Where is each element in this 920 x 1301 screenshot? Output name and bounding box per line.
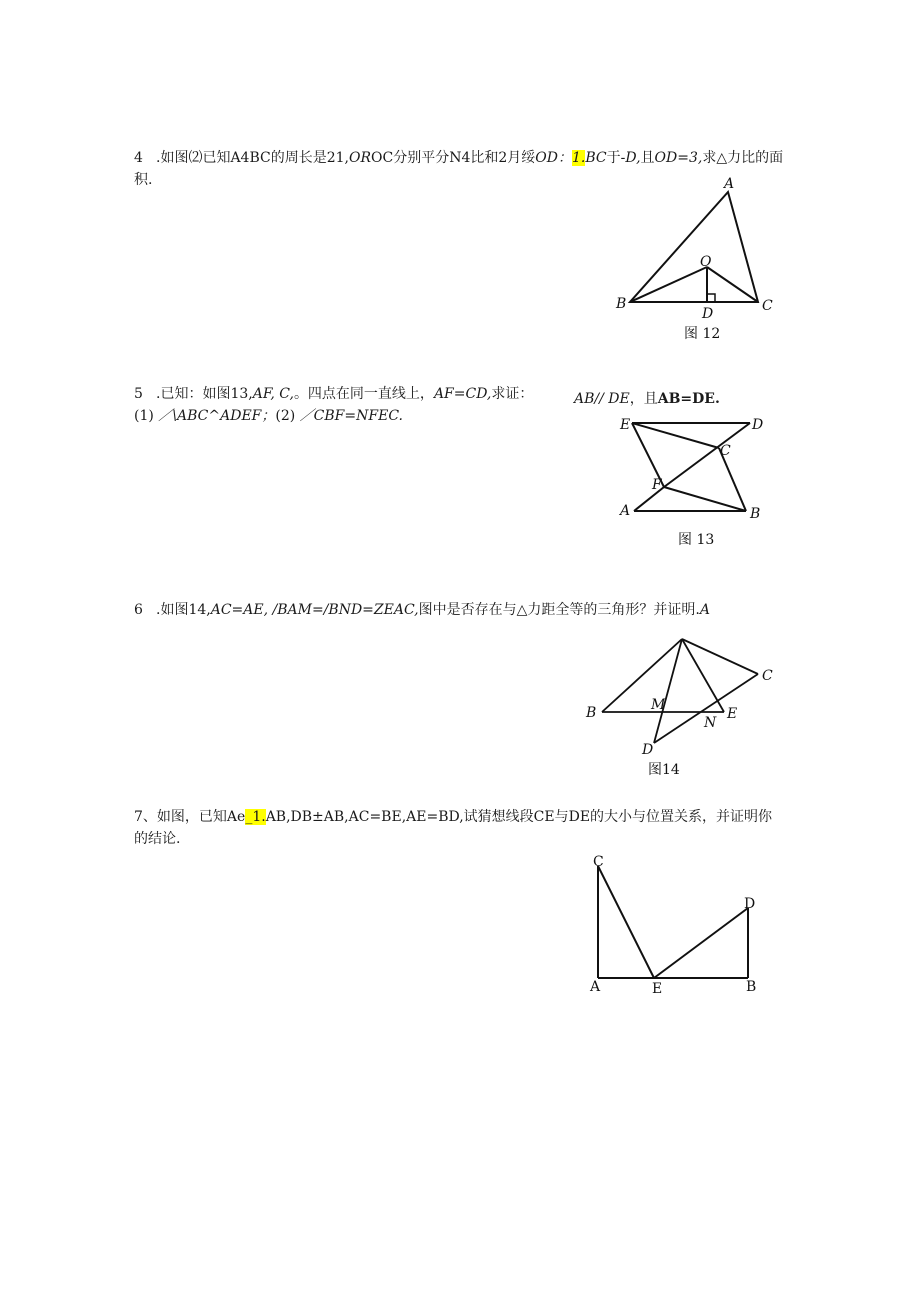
given-end: . (714, 391, 720, 407)
figure-12-caption: 图 12 (684, 326, 721, 342)
given-bold: AB=DE (657, 391, 715, 407)
question-number: 5 (134, 386, 143, 402)
question-6 (134, 599, 754, 621)
figure-q7-svg (580, 848, 770, 998)
q4-ital2: OD： (535, 150, 572, 166)
right-angle-mark (707, 294, 715, 302)
label-d: D (642, 742, 654, 758)
segment-ed (654, 908, 748, 978)
q4-text-post: 求△力比的面 (702, 150, 784, 166)
q7-highlight: _1. (245, 809, 266, 825)
figure-14-svg (580, 625, 790, 785)
q4-ital1: OR (349, 150, 372, 166)
label-o: O (700, 254, 712, 270)
label-b: B (586, 705, 597, 721)
q4-ital4: -D, (620, 150, 641, 166)
segment-ab (602, 639, 682, 712)
q7-post: AB,DB±AB,AC=BE,AE=BD,试猜想线段CE与DE的大小与位置关系，并证明你 (265, 809, 773, 825)
q6-pre: .如图14, (156, 602, 211, 618)
label-c: C (720, 443, 731, 459)
q5-line1-ital: AF, C, (252, 386, 294, 402)
figure-12 (610, 170, 790, 350)
segment-ce (598, 866, 654, 978)
question-number: 4 (134, 150, 143, 166)
q4-ital5: OD=3, (654, 150, 703, 166)
segment-ec (632, 423, 719, 448)
figure-13 (612, 405, 782, 555)
q4-mid2: 于 (606, 150, 621, 166)
segment-ac (682, 639, 758, 674)
q4-text-pre: .如图⑵已知A4BC的周长是21, (156, 150, 349, 166)
figure-14-caption: 图14 (648, 762, 680, 778)
segment-fb (664, 487, 746, 511)
label-a: A (590, 979, 601, 995)
question-7 (134, 806, 814, 850)
label-b: B (616, 296, 627, 312)
q5-line2-b: (2) (275, 408, 296, 424)
segment-ob (630, 267, 707, 302)
given-ital: AB// DE (574, 391, 630, 407)
figure-13-caption: 图 13 (678, 532, 715, 548)
label-e: E (652, 981, 663, 997)
label-m: M (651, 697, 666, 713)
question-number: 6 (134, 602, 143, 618)
segment-fd (664, 423, 750, 487)
figure-12-svg (610, 170, 790, 350)
label-n: N (704, 715, 717, 731)
question-number: 7 (134, 809, 143, 825)
label-a: A (620, 503, 631, 519)
label-d: D (752, 417, 764, 433)
label-d: D (702, 306, 714, 322)
given-mid: ，且 (629, 391, 658, 407)
question-5 (134, 383, 564, 427)
q5-line1-post: 求证： (491, 386, 534, 402)
label-b: B (750, 506, 761, 522)
label-e: E (620, 417, 631, 433)
figure-14 (580, 625, 790, 785)
label-c: C (762, 668, 773, 684)
label-d: D (744, 896, 756, 912)
q6-post: 图中是否存在与△力距全等的三角形？并证明. (418, 602, 700, 618)
q7-line2: 的结论. (134, 831, 181, 847)
label-c: C (593, 854, 604, 870)
label-c: C (762, 298, 773, 314)
q4-mid1: OC分别平分N4比和2月绥 (371, 150, 536, 166)
q7-pre: 、如图，已知Ae (142, 809, 246, 825)
q5-line1-pre: .已知：如图13, (156, 386, 253, 402)
q4-highlight: 1. (572, 150, 586, 166)
q5-line2-a: (1) (134, 408, 154, 424)
label-b: B (746, 979, 757, 995)
q4-mid3: 且 (640, 150, 655, 166)
label-f: F (652, 477, 662, 493)
label-e: E (727, 706, 738, 722)
q6-ital: AC=AE, /BAM=/BND=ZEAC, (210, 602, 419, 618)
triangle-abc (630, 192, 758, 302)
q5-line1-mid: 。四点在同一直线上， (293, 386, 434, 402)
q5-line1-ital2: AF=CD, (433, 386, 492, 402)
q5-line2-ital2: ／CBF=NFEC. (299, 408, 403, 424)
q4-ital3: BC (585, 150, 607, 166)
q6-tail: A (699, 602, 710, 618)
label-a: A (724, 176, 735, 192)
figure-q7 (580, 848, 770, 998)
figure-13-svg (612, 405, 782, 555)
q5-line2-ital: ／\ABC^ADEF； (158, 408, 276, 424)
q4-line2: 积. (134, 172, 153, 188)
